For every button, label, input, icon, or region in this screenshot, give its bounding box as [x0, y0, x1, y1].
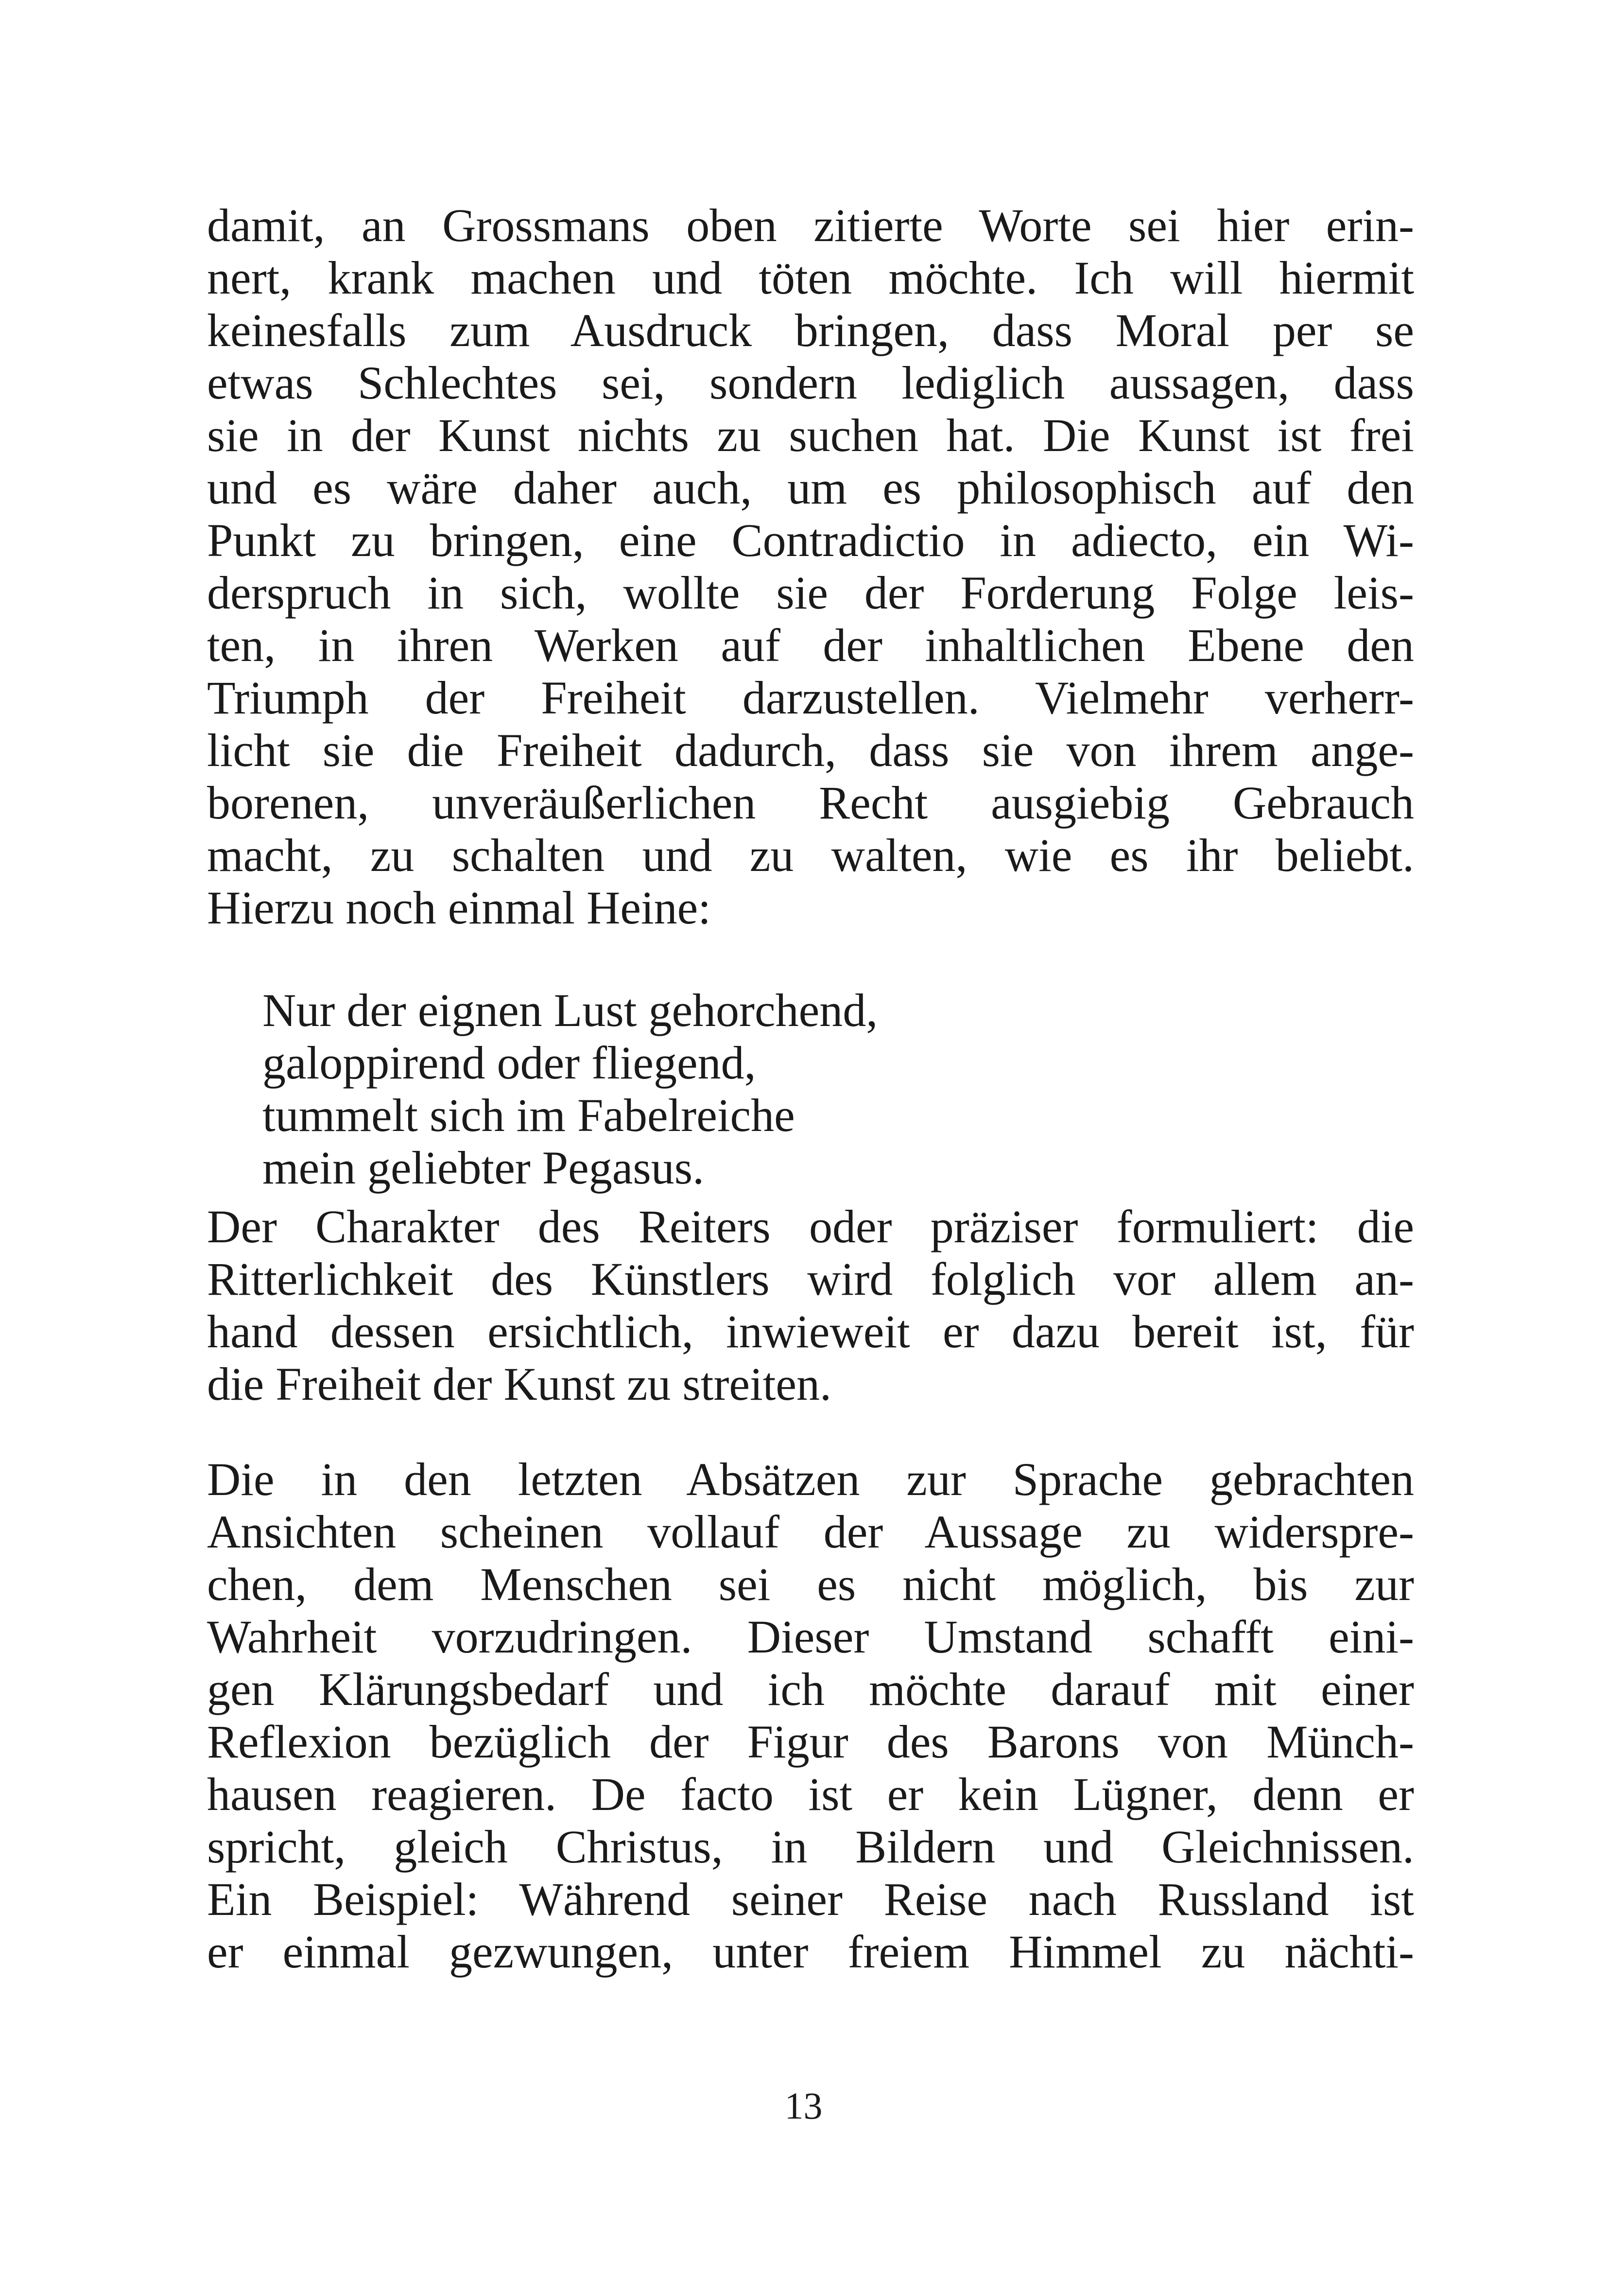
text-line: hand dessen ersichtlich, inwieweit er dazu bereit ist, für: [207, 1305, 1414, 1357]
text-line: Reflexion bezüglich der Figur des Barons von Münch-: [207, 1716, 1414, 1768]
verse-line: mein geliebter Pegasus.: [262, 1142, 705, 1194]
text-line: spricht, gleich Christus, in Bildern und Gleichnissen.: [207, 1821, 1414, 1873]
verse-line: Nur der eignen Lust gehorchend,: [262, 984, 878, 1036]
text-line: ten, in ihren Werken auf der inhaltlichen Ebene den: [207, 619, 1414, 671]
text-line: macht, zu schalten und zu walten, wie es ihr beliebt.: [207, 829, 1414, 881]
text-line: hausen reagieren. De facto ist er kein Lügner, denn er: [207, 1768, 1414, 1820]
paragraph-3: [207, 1453, 1414, 1978]
text-line: Ein Beispiel: Während seiner Reise nach Russland ist: [207, 1873, 1414, 1925]
text-line: die Freiheit der Kunst zu streiten.: [207, 1358, 831, 1410]
text-line: Wahrheit vorzudringen. Dieser Umstand schafft eini-: [207, 1611, 1414, 1663]
paragraph-1: [207, 199, 1414, 934]
text-line: licht sie die Freiheit dadurch, dass sie von ihrem ange-: [207, 724, 1414, 776]
verse-line: galoppirend oder fliegend,: [262, 1037, 756, 1089]
page-number: 13: [784, 2085, 823, 2127]
text-line: borenen, unveräußerlichen Recht ausgiebig Gebrauch: [207, 777, 1414, 829]
text-line: Die in den letzten Absätzen zur Sprache gebrachten: [207, 1453, 1414, 1505]
verse-quote: [262, 984, 1137, 1194]
text-line: Der Charakter des Reiters oder präziser formuliert: die: [207, 1200, 1414, 1252]
text-line: Ansichten scheinen vollauf der Aussage zu widersprе-: [207, 1506, 1414, 1558]
text-line: er einmal gezwungen, unter freiem Himmel zu nächti-: [207, 1926, 1414, 1978]
text-line: gen Klärungsbedarf und ich möchte darauf mit einer: [207, 1663, 1414, 1715]
text-line: etwas Schlechtes sei, sondern lediglich aussagen, dass: [207, 357, 1414, 409]
text-line: Ritterlichkeit des Künstlers wird folglich vor allem an-: [207, 1253, 1414, 1305]
text-line: keinesfalls zum Ausdruck bringen, dass Moral per se: [207, 304, 1414, 356]
text-line: damit, an Grossmans oben zitierte Worte sei hier erin-: [207, 199, 1414, 251]
paragraph-2: [207, 1200, 1414, 1410]
text-line: Punkt zu bringen, eine Contradictio in adiecto, ein Wi-: [207, 514, 1414, 566]
text-line: chen, dem Menschen sei es nicht möglich, bis zur: [207, 1558, 1414, 1610]
text-line: sie in der Kunst nichts zu suchen hat. Die Kunst ist frei: [207, 409, 1414, 461]
text-line: und es wäre daher auch, um es philosophisch auf den: [207, 462, 1414, 514]
text-line: nert, krank machen und töten möchte. Ich will hiermit: [207, 252, 1414, 304]
text-line: Triumph der Freiheit darzustellen. Vielmehr verherr-: [207, 672, 1414, 724]
verse-line: tummelt sich im Fabelreiche: [262, 1089, 795, 1141]
text-line: Hierzu noch einmal Heine:: [207, 882, 711, 934]
text-line: derspruch in sich, wollte sie der Forderung Folge leis-: [207, 567, 1414, 619]
